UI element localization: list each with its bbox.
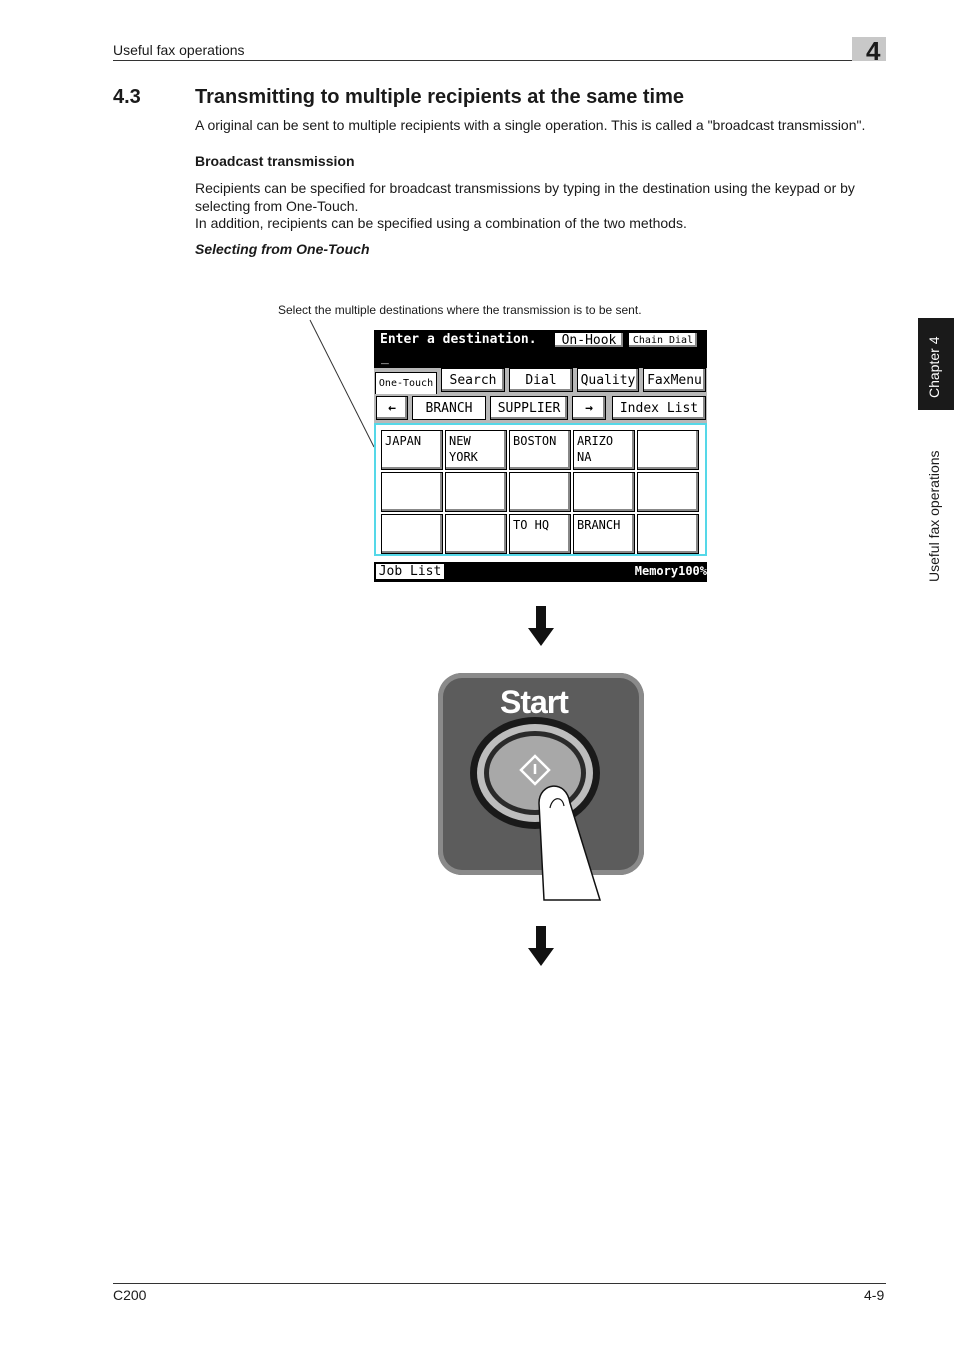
dest-cell-empty[interactable] [445,514,507,554]
tab-faxmenu[interactable]: FaxMenu [643,368,706,392]
group-prev-arrow-icon[interactable]: ← [376,396,408,420]
intro-paragraph: A original can be sent to multiple recipients with a single operation. This is called a "broadcast transmission". [195,117,866,133]
section-number: 4.3 [113,86,141,108]
footer-model: C200 [113,1287,147,1303]
fax-lcd-screen [374,330,707,582]
running-header: Useful fax operations [113,42,245,58]
side-tab-chapter-label: Chapter 4 [926,336,942,398]
chain-dial-button[interactable]: Chain Dial [628,332,698,348]
footer-page-number: 4-9 [864,1287,885,1303]
dest-cell-empty[interactable] [509,472,571,512]
figure-callout: Select the multiple destinations where the transmission is to be sent. [278,303,642,317]
dest-cell-boston[interactable]: BOSTON [509,430,571,470]
lcd-status-bar [374,562,707,582]
down-arrow-icon [526,606,556,648]
tab-search[interactable]: Search [441,368,505,392]
group-next-arrow-icon[interactable]: → [572,396,606,420]
lcd-cursor: _ [381,350,389,365]
group-tab-branch[interactable]: BRANCH [412,396,486,420]
job-list-button[interactable]: Job List [375,563,445,580]
dest-cell-arizona[interactable]: ARIZO NA [573,430,635,470]
tab-quality[interactable]: Quality [577,368,639,392]
dest-cell-empty[interactable] [381,514,443,554]
chapter-number: 4 [866,36,881,66]
broadcast-paragraph-1: Recipients can be specified for broadcast transmissions by typing in the destination using the keypad or by selecting from One-Touch. [195,180,855,214]
dest-cell-to-hq[interactable]: TO HQ [509,514,571,554]
subheading-broadcast: Broadcast transmission [195,153,355,169]
group-tab-supplier[interactable]: SUPPLIER [490,396,568,420]
broadcast-paragraph-2: In addition, recipients can be specified using a combination of the two methods. [195,215,687,231]
dest-cell-empty[interactable] [637,514,699,554]
dest-cell-empty[interactable] [573,472,635,512]
down-arrow-icon [526,926,556,968]
footer-rule [113,1283,886,1284]
tab-dial[interactable]: Dial [509,368,573,392]
subheading-one-touch: Selecting from One-Touch [195,241,370,257]
dest-cell-empty[interactable] [637,472,699,512]
dest-cell-japan[interactable]: JAPAN [381,430,443,470]
index-list-button[interactable]: Index List [612,396,706,420]
start-key-label: Start [500,684,568,720]
dest-cell-empty[interactable] [445,472,507,512]
destination-grid [374,423,707,556]
side-tab-section-label: Useful fax operations [926,450,942,582]
tab-one-touch[interactable]: One-Touch [375,372,437,394]
on-hook-button[interactable]: On-Hook [554,332,624,348]
memory-indicator: Memory100% [634,564,707,578]
dest-cell-empty[interactable] [637,430,699,470]
lcd-message: Enter a destination. [380,332,537,347]
dest-cell-branch[interactable]: BRANCH [573,514,635,554]
dest-cell-new-york[interactable]: NEW YORK [445,430,507,470]
dest-cell-empty[interactable] [381,472,443,512]
section-title: Transmitting to multiple recipients at the same time [195,86,684,108]
